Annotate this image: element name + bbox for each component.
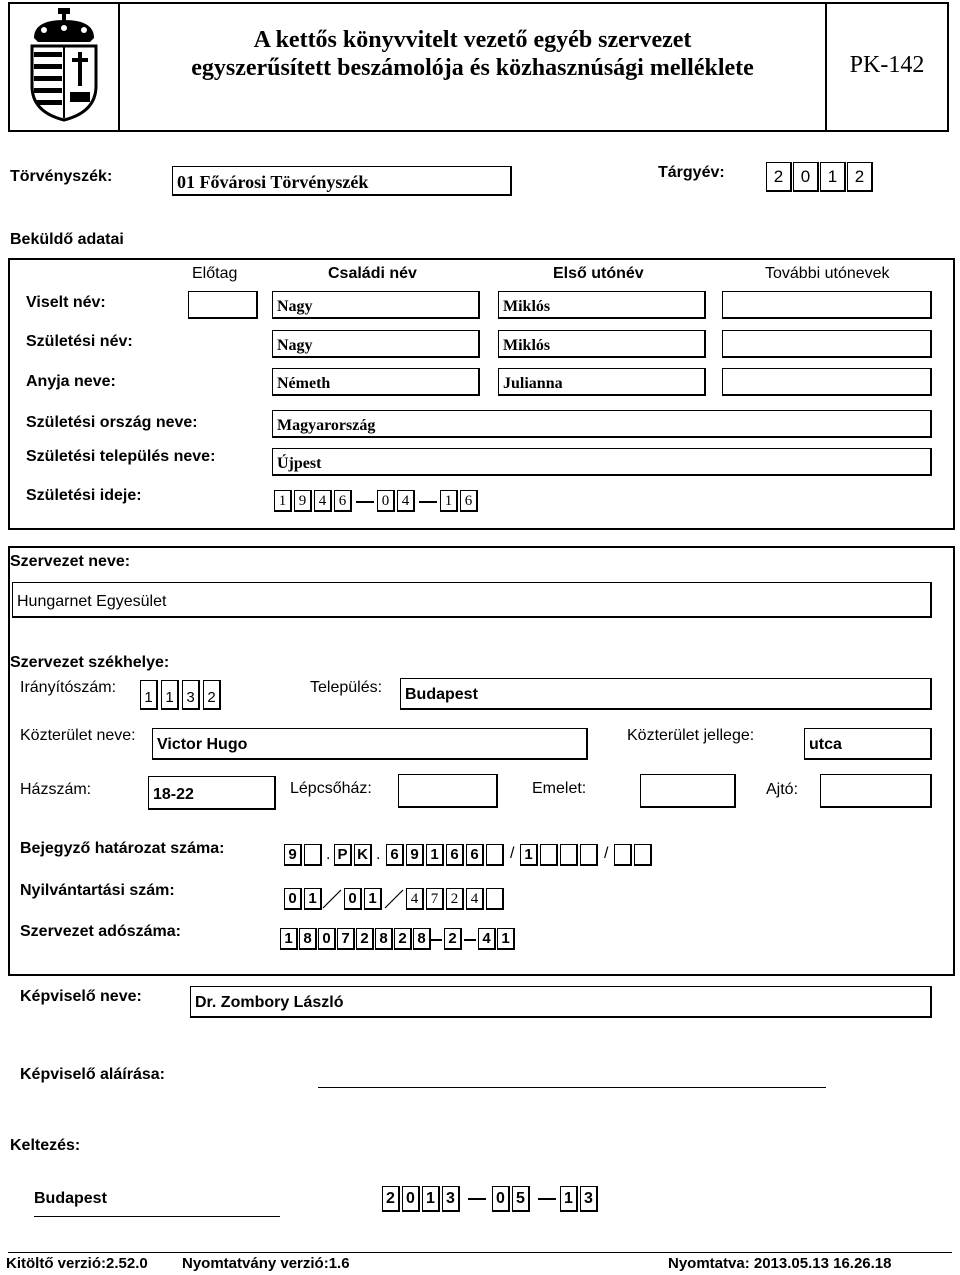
dating-year-digit[interactable]: 3 (442, 1186, 460, 1212)
tax-digit[interactable]: 8 (299, 928, 317, 950)
col-first-header: Első utónév (553, 265, 644, 282)
street-type-field[interactable] (804, 728, 932, 760)
tax-digit[interactable]: 7 (337, 928, 355, 950)
tax-digit[interactable]: 4 (478, 928, 496, 950)
footer-filler-version: Kitöltő verzió:2.52.0 (6, 1255, 148, 1272)
mother-name-label: Anyja neve: (26, 373, 116, 390)
year-digit[interactable]: 0 (793, 162, 819, 192)
stair-field[interactable] (398, 774, 498, 808)
worn-name-other[interactable] (722, 291, 932, 319)
sender-section-title: Beküldő adatai (10, 231, 124, 248)
tax-dash (464, 939, 476, 941)
dating-month-digit[interactable]: 0 (492, 1186, 510, 1212)
birth-year-digit[interactable]: 4 (314, 490, 332, 512)
rec-b-cells (344, 888, 384, 910)
tax-digit[interactable]: 8 (413, 928, 431, 950)
worn-name-family[interactable]: Nagy (272, 291, 480, 319)
worn-name-first[interactable]: Miklós (498, 291, 706, 319)
dating-place[interactable]: Budapest (34, 1190, 107, 1207)
reg-cell[interactable] (560, 844, 578, 866)
tax-digit[interactable]: 2 (356, 928, 374, 950)
birth-month-cells (377, 490, 417, 512)
rep-name-value: Dr. Zombory László (195, 994, 344, 1011)
street-label: Közterület neve: (20, 727, 136, 744)
birth-month-digit[interactable]: 4 (397, 490, 415, 512)
floor-label: Emelet: (532, 780, 587, 797)
reg-slash: / (604, 845, 609, 862)
birth-day-digit[interactable]: 6 (460, 490, 478, 512)
org-name-field[interactable] (12, 582, 932, 618)
reg-slash: / (510, 845, 515, 862)
birth-day-cells (440, 490, 480, 512)
tax-digit[interactable]: 0 (318, 928, 336, 950)
door-field[interactable] (820, 774, 932, 808)
street-value: Victor Hugo (157, 736, 248, 753)
dating-year-digit[interactable]: 2 (382, 1186, 400, 1212)
birth-date-label: Születési ideje: (26, 487, 142, 504)
reg-dot: . (326, 846, 331, 863)
rec-cell[interactable]: 4 (406, 888, 424, 910)
reg-c-cells (386, 844, 506, 866)
year-label: Tárgyév: (658, 164, 725, 181)
reg-cell[interactable]: 9 (284, 844, 302, 866)
reg-cell[interactable]: 6 (466, 844, 484, 866)
rec-cell[interactable] (486, 888, 504, 910)
birth-year-cells (274, 490, 354, 512)
zip-cells (140, 680, 224, 710)
birth-city-label: Születési település neve: (26, 448, 216, 465)
reg-cell[interactable]: 9 (406, 844, 424, 866)
tax-c-cells (478, 928, 516, 950)
rec-cell[interactable]: 0 (344, 888, 362, 910)
reg-cell[interactable] (634, 844, 652, 866)
reg-cell[interactable]: P (334, 844, 352, 866)
footer-printed: Nyomtatva: 2013.05.13 16.26.18 (668, 1255, 892, 1272)
rec-cell[interactable]: 4 (466, 888, 484, 910)
door-label: Ajtó: (766, 781, 799, 798)
dating-month-cells (492, 1186, 532, 1212)
birth-year-digit[interactable]: 1 (274, 490, 292, 512)
rec-cell[interactable]: 2 (446, 888, 464, 910)
reg-cell[interactable]: K (354, 844, 372, 866)
date-dash (468, 1198, 486, 1200)
zip-digit[interactable]: 2 (203, 680, 221, 710)
reg-cell[interactable]: 1 (426, 844, 444, 866)
floor-field[interactable] (640, 774, 736, 808)
footer-rule (8, 1252, 952, 1253)
col-other-header: További utónevek (765, 265, 890, 282)
zip-digit[interactable]: 1 (140, 680, 158, 710)
mother-name-family[interactable]: Németh (272, 368, 480, 396)
date-dash (538, 1198, 556, 1200)
crest-box (8, 2, 120, 132)
org-name-label: Szervezet neve: (10, 553, 131, 570)
birth-name-family[interactable]: Nagy (272, 330, 480, 358)
court-value: 01 Fővárosi Törvényszék (177, 172, 369, 192)
reg-b-cells (334, 844, 374, 866)
org-seat-label: Szervezet székhelye: (10, 654, 170, 671)
birth-day-digit[interactable]: 1 (440, 490, 458, 512)
birth-name-label: Születési név: (26, 333, 133, 350)
birth-name-first[interactable]: Miklós (498, 330, 706, 358)
stair-label: Lépcsőház: (290, 780, 372, 797)
slash-separator-icon (322, 888, 342, 910)
tax-digit[interactable]: 2 (394, 928, 412, 950)
tax-label: Szervezet adószáma: (20, 923, 181, 940)
street-field[interactable] (152, 728, 588, 760)
dating-year-digit[interactable]: 0 (402, 1186, 420, 1212)
reg-cell[interactable]: 1 (520, 844, 538, 866)
reg-cell[interactable] (486, 844, 504, 866)
rep-signature-label: Képviselő aláírása: (20, 1066, 165, 1083)
col-family-header: Családi név (328, 265, 417, 282)
signature-line[interactable] (318, 1087, 826, 1088)
zip-digit[interactable]: 1 (161, 680, 179, 710)
form-title (120, 26, 825, 82)
reg-cell[interactable] (304, 844, 322, 866)
zip-label: Irányítószám: (20, 679, 117, 696)
reg-dot: . (376, 846, 381, 863)
worn-name-label: Viselt név: (26, 294, 106, 311)
reg-cell[interactable]: 6 (386, 844, 404, 866)
tax-dash (430, 939, 442, 941)
birth-country-label: Születési ország neve: (26, 414, 198, 431)
dating-place-line (34, 1216, 280, 1217)
street-type-value: utca (809, 736, 842, 753)
birth-country-field[interactable]: Magyarország (272, 410, 932, 438)
col-prefix-header: Előtag (192, 265, 238, 282)
footer-form-version: Nyomtatvány verzió:1.6 (182, 1255, 350, 1272)
reg-decision-label: Bejegyző határozat száma: (20, 840, 225, 857)
tax-digit[interactable]: 1 (280, 928, 298, 950)
form-title-line1: A kettős könyvvitelt vezető egyéb szervezet (253, 27, 692, 53)
reg-cell[interactable] (540, 844, 558, 866)
tax-digit[interactable]: 8 (375, 928, 393, 950)
tax-b-cells (444, 928, 464, 950)
city-label: Település: (310, 679, 383, 696)
rec-cell[interactable]: 7 (426, 888, 444, 910)
birth-name-other[interactable] (722, 330, 932, 358)
slash-separator-icon (384, 888, 404, 910)
reg-cell[interactable] (580, 844, 598, 866)
form-title-line2: egyszerűsített beszámolója és közhasznúsági melléklete (191, 55, 754, 81)
rec-cell[interactable]: 0 (284, 888, 302, 910)
rec-a-cells (284, 888, 324, 910)
rec-cell[interactable]: 1 (304, 888, 322, 910)
record-label: Nyilvántartási szám: (20, 882, 175, 899)
house-value: 18-22 (153, 786, 194, 803)
reg-d-cells (520, 844, 600, 866)
dating-day-digit[interactable]: 3 (580, 1186, 598, 1212)
year-cells (766, 162, 874, 192)
reg-cell[interactable]: 6 (446, 844, 464, 866)
tax-digit[interactable]: 1 (497, 928, 515, 950)
dating-day-digit[interactable]: 1 (560, 1186, 578, 1212)
date-dash (419, 501, 437, 503)
house-label: Házszám: (20, 781, 92, 798)
mother-name-other[interactable] (722, 368, 932, 396)
dating-year-digit[interactable]: 1 (422, 1186, 440, 1212)
year-digit[interactable]: 2 (847, 162, 873, 192)
year-digit[interactable]: 2 (766, 162, 792, 192)
org-name-value: Hungarnet Egyesület (17, 593, 167, 610)
reg-a-cells (284, 844, 324, 866)
court-label: Törvényszék: (10, 168, 113, 185)
rec-c-cells (406, 888, 506, 910)
dating-day-cells (560, 1186, 600, 1212)
date-dash (356, 501, 374, 503)
dating-month-digit[interactable]: 5 (512, 1186, 530, 1212)
street-type-label: Közterület jellege: (627, 727, 755, 744)
rep-name-label: Képviselő neve: (20, 988, 142, 1005)
birth-month-digit[interactable]: 0 (377, 490, 395, 512)
birth-city-field[interactable]: Újpest (272, 448, 932, 476)
reg-e-cells (614, 844, 654, 866)
birth-year-digit[interactable]: 9 (294, 490, 312, 512)
rep-name-field[interactable] (190, 986, 932, 1018)
reg-cell[interactable] (614, 844, 632, 866)
city-value: Budapest (405, 686, 478, 703)
tax-digit[interactable]: 2 (444, 928, 462, 950)
city-field[interactable] (400, 678, 932, 710)
worn-name-prefix[interactable] (188, 291, 258, 319)
birth-year-digit[interactable]: 6 (334, 490, 352, 512)
tax-a-cells (280, 928, 432, 950)
form-code: PK-142 (849, 52, 925, 78)
mother-name-first[interactable]: Julianna (498, 368, 706, 396)
dating-year-cells (382, 1186, 462, 1212)
rec-cell[interactable]: 1 (364, 888, 382, 910)
dating-label: Keltezés: (10, 1137, 81, 1154)
coat-of-arms-icon (24, 8, 104, 124)
court-field[interactable] (172, 166, 512, 196)
year-digit[interactable]: 1 (820, 162, 846, 192)
zip-digit[interactable]: 3 (182, 680, 200, 710)
house-field[interactable] (148, 776, 276, 810)
